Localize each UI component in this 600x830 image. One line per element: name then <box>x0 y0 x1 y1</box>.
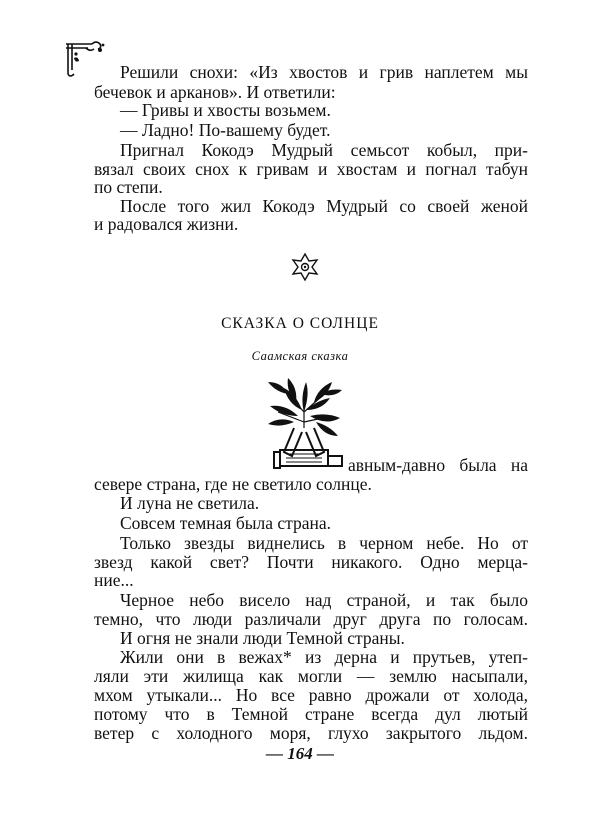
text-line: вязал своих снох к гривам и хвостам и погнал табун <box>94 159 528 179</box>
text-line: Черное небо висело над страной, и так было <box>120 590 528 610</box>
text-line: ляли эти жилища как могли — землю насыпали, <box>94 666 528 686</box>
corner-ornament-icon <box>62 40 108 80</box>
text-line: мхом утыкали... Но все равно дрожали от холода, <box>94 685 528 705</box>
text-line: — Гривы и хвосты возьмем. <box>120 100 331 120</box>
text-line: авным-давно была на <box>348 455 528 475</box>
text-line: по степи. <box>94 177 163 197</box>
text-line: Только звезды виднелись в черном небе. Но от <box>120 533 528 553</box>
text-line: И луна не светила. <box>120 493 260 513</box>
text-line: севере страна, где не светило солнце. <box>94 474 372 494</box>
text-line: и радовался жизни. <box>94 214 239 234</box>
text-line: Жили они в вежах* из дерна и прутьев, утеп- <box>120 647 528 667</box>
text-line: Пригнал Кокодэ Мудрый семьсот кобыл, при- <box>120 140 528 160</box>
story-title: СКАЗКА О СОЛНЦЕ <box>221 315 379 332</box>
text-line: Совсем темная была страна. <box>120 513 332 533</box>
text-line: бечевок и арканов». И ответили: <box>94 82 336 102</box>
dropcap-plant-icon <box>258 372 350 472</box>
text-line: ветер с холодного моря, глухо закрытого льдом. <box>94 723 528 743</box>
text-line: темно, что люди различали друг друга по голосам. <box>94 609 528 629</box>
text-line: После того жил Кокодэ Мудрый со своей женой <box>120 196 528 216</box>
page-number: — 164 — <box>266 744 334 763</box>
text-line: звезд какой свет? Почти никакого. Одно мерца- <box>94 552 528 572</box>
snowflake-ornament-icon <box>290 252 320 282</box>
text-line: Решили снохи: «Из хвостов и грив наплетем мы <box>120 62 528 82</box>
text-line: потому что в Темной стране всегда дул лютый <box>94 704 528 724</box>
text-line: ние... <box>94 570 134 590</box>
text-line: — Ладно! По-вашему будет. <box>120 120 331 140</box>
story-subtitle: Саамская сказка <box>251 349 349 363</box>
text-line: И огня не знали люди Темной страны. <box>120 628 405 648</box>
